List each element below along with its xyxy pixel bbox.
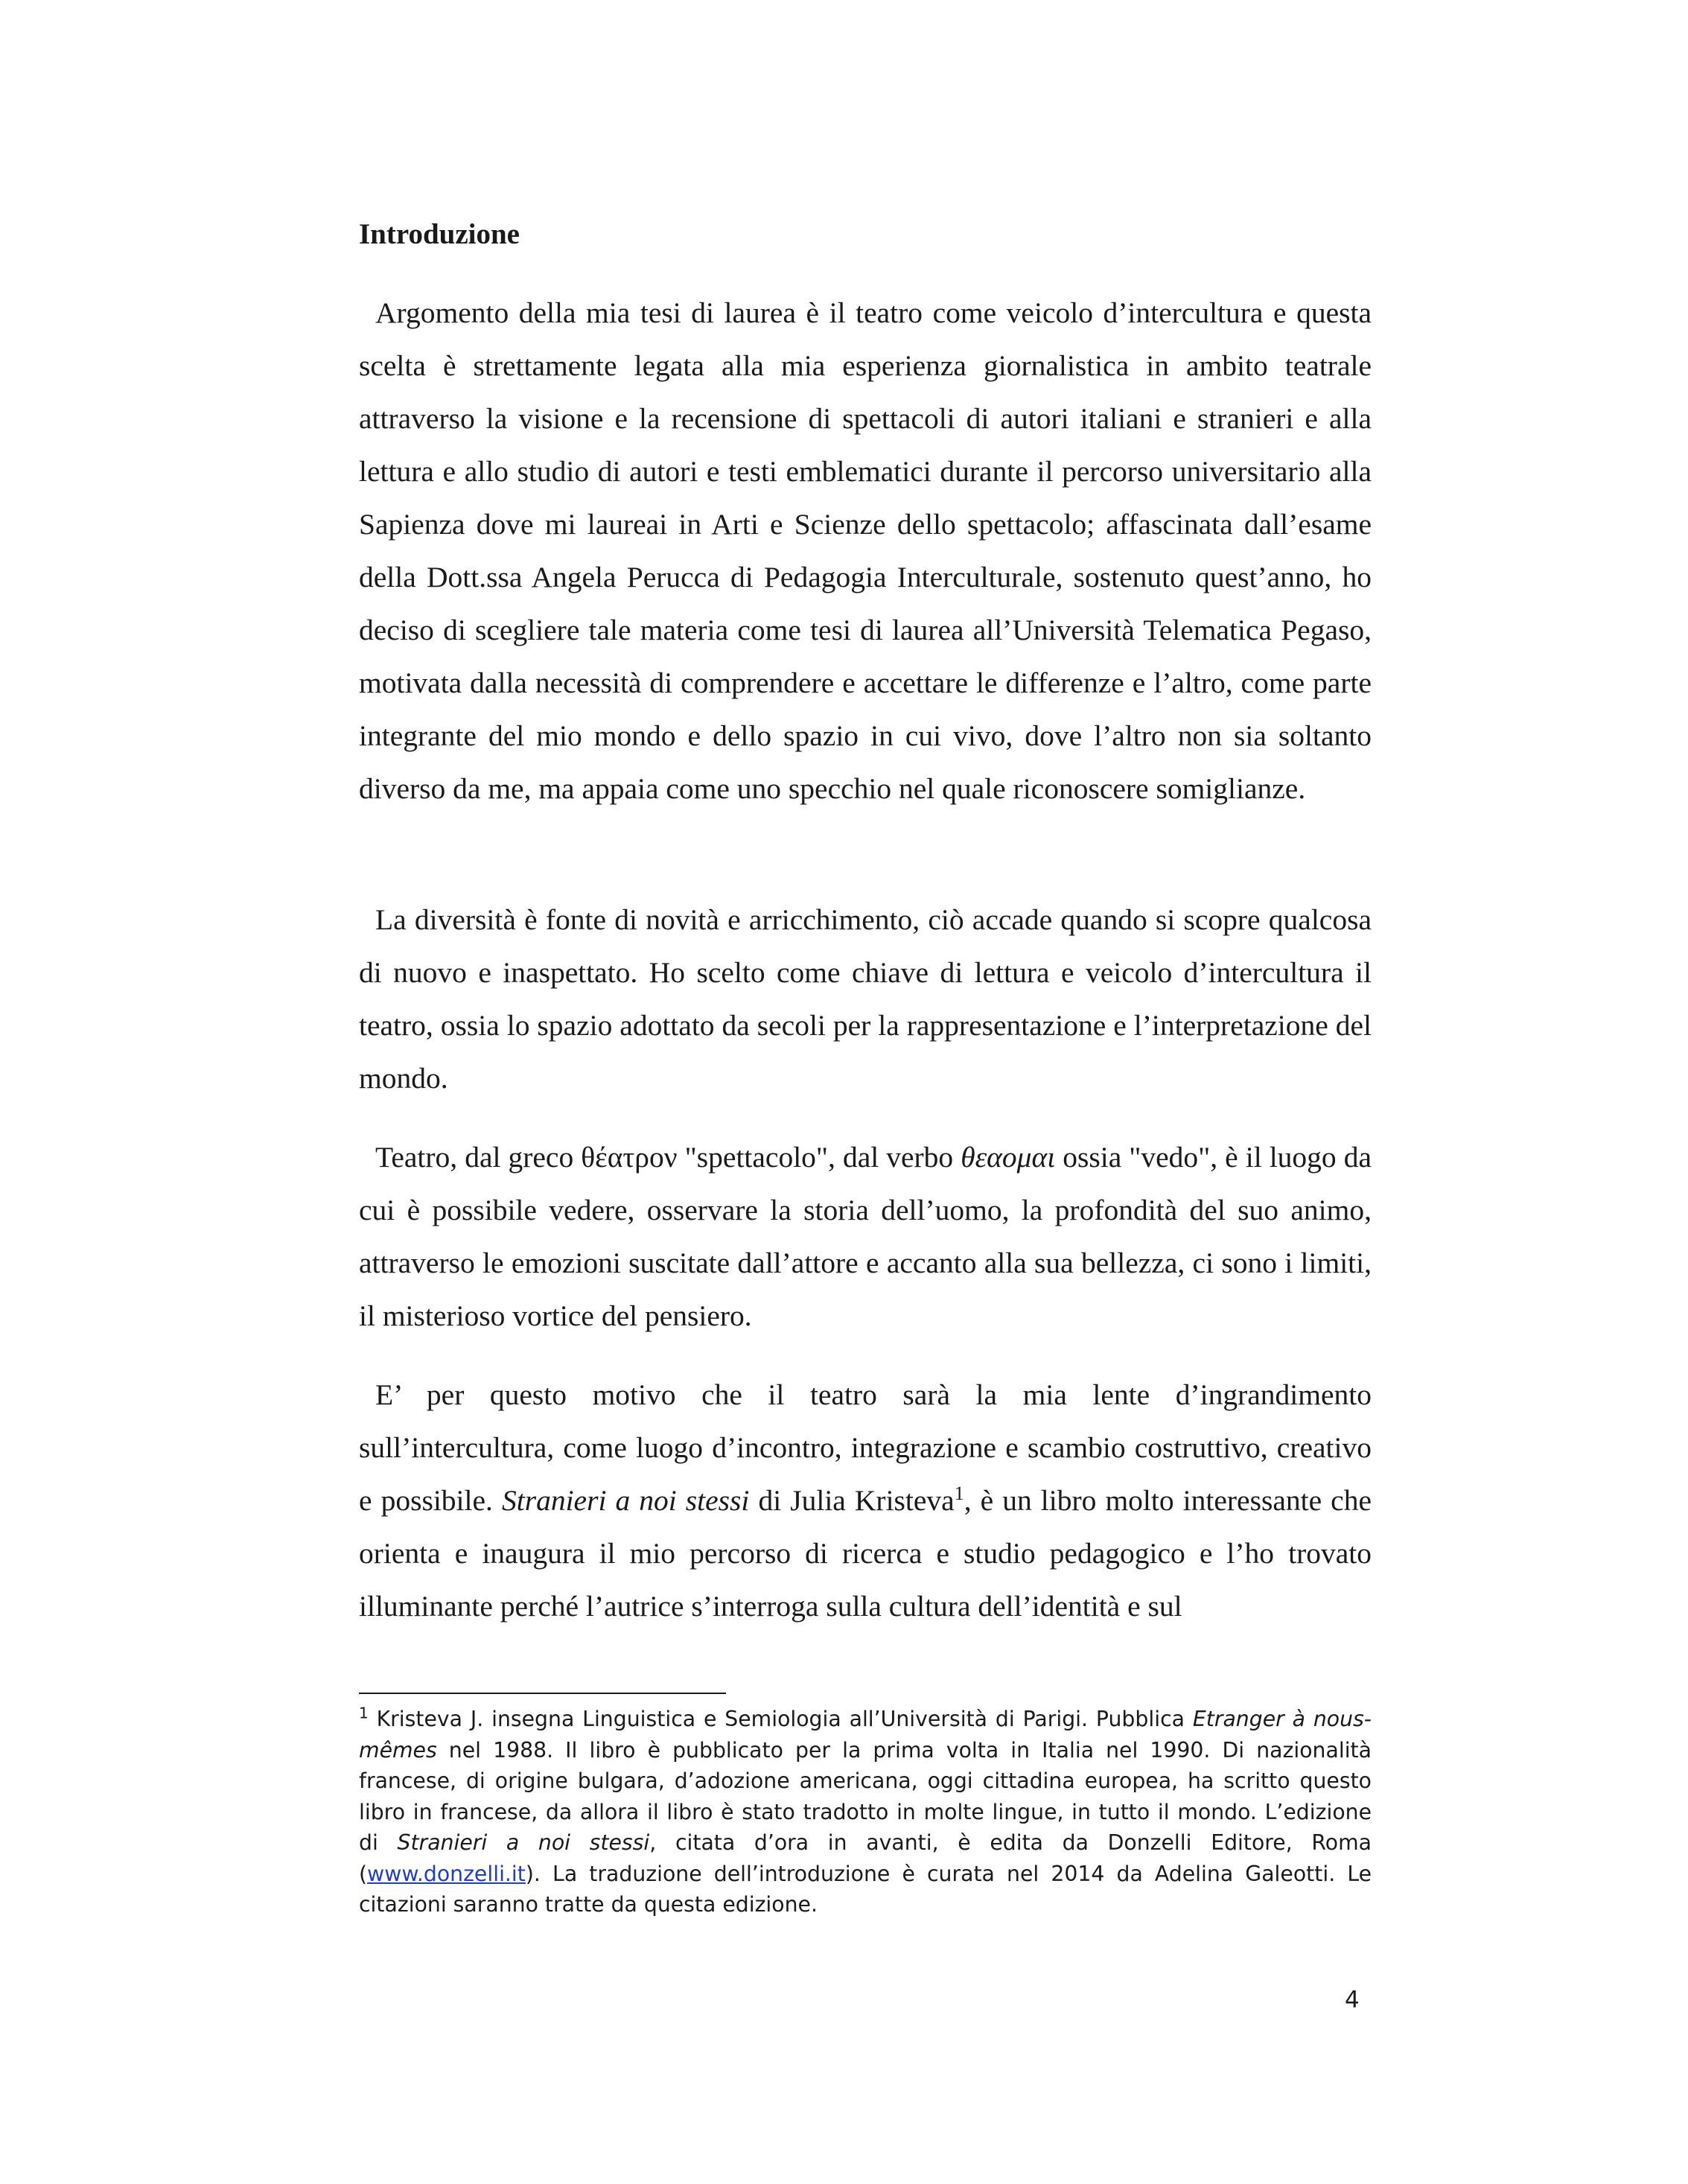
paragraph-3-text-a: Teatro, dal greco (375, 1141, 582, 1174)
paragraph-3-text-b: "spettacolo", dal verbo (677, 1141, 961, 1174)
paragraph-4-text-a: E’ per questo motivo che il teatro sarà la mia lente d’ingrandimento sull’intercultura, come luogo d’incontro, integrazione e scambio costruttivo, creativo e possibile. (359, 1378, 1372, 1517)
footnote-text-d: ). La traduzione dell’introduzione è curata nel 2014 da Adelina Galeotti. Le citazioni saranno tratte da questa edizione. (359, 1861, 1372, 1917)
greek-word-verb: θεαομαι (961, 1141, 1056, 1174)
footnote-reference[interactable]: 1 (954, 1482, 964, 1504)
page-number: 4 (1345, 1987, 1360, 2013)
paragraph-1: Argomento della mia tesi di laurea è il teatro come veicolo d’intercultura e questa scelta è strettamente legata alla mia esperienza giornalistica in ambito teatrale attraverso la visione e la recensione di spettacoli di autori italiani e stranieri e alla lettura e allo studio di autori e testi emblematici durante il percorso universitario alla Sapienza dove mi laureai in Arti e Scienze dello spettacolo; affascinata dall’esame della Dott.ssa Angela Perucca di Pedagogia Interculturale, sostenuto quest’anno, ho deciso di scegliere tale materia come tesi di laurea all’Università Telematica Pegaso, motivata dalla necessità di comprendere e accettare le differenze e l’altro, come parte integrante del mio mondo e dello spazio in cui vivo, dove l’altro non sia soltanto diverso da me, ma appaia come uno specchio nel quale riconoscere somiglianze. (359, 296, 1372, 805)
paragraph-3-text-c: ossia "vedo", è il luogo da cui è possibile vedere, osservare la storia dell’uomo, la profondità del suo animo, attraverso le emozioni suscitate dall’attore e accanto alla sua bellezza, ci sono i limiti, il misterioso vortice del pensiero. (359, 1141, 1372, 1332)
footnote-title-2: Stranieri a noi stessi (397, 1830, 650, 1855)
paragraph-4 (359, 1369, 1372, 1633)
footnote-title-1: Etranger à nous-mêmes (359, 1707, 1372, 1763)
greek-word-theatron: θέατρον (581, 1141, 678, 1174)
paragraph-2: La diversità è fonte di novità e arricchimento, ciò accade quando si scopre qualcosa di nuovo e inaspettato. Ho scelto come chiave di lettura e veicolo d’intercultura il teatro, ossia lo spazio adottato da secoli per la rappresentazione e l’interpretazione del mondo. (359, 903, 1372, 1095)
footnote-text-a: Kristeva J. insegna Linguistica e Semiologia all’Università di Parigi. Pubblica (368, 1707, 1193, 1731)
footnote (359, 1704, 1372, 1920)
footnote-separator (359, 1693, 726, 1694)
footnote-text-b: nel 1988. Il libro è pubblicato per la prima volta in Italia nel 1990. Di nazionalità francese, di origine bulgara, d’adozione americana, oggi cittadina europea, ha scritto questo libro in francese, da allora il libro è stato tradotto in molte lingue, in tutto il mondo. L’edizione di (359, 1737, 1372, 1855)
footnote-number: 1 (359, 1704, 369, 1722)
book-title: Stranieri a noi stessi (501, 1484, 750, 1517)
footnote-text-c: , citata d’ora in avanti, è edita da Donzelli Editore, Roma ( (359, 1830, 1372, 1886)
paragraph-3 (359, 1131, 1372, 1343)
paragraph-4-author: di Julia Kristeva (749, 1484, 955, 1517)
section-heading: Introduzione (359, 218, 520, 250)
publisher-link[interactable]: www.donzelli.it (367, 1861, 526, 1886)
paragraph-4-text-b: , è un libro molto interessante che orienta e inaugura il mio percorso di ricerca e studio pedagogico e l’ho trovato illuminante perché l’autrice s’interroga sulla cultura dell’identità e sul (359, 1484, 1372, 1623)
